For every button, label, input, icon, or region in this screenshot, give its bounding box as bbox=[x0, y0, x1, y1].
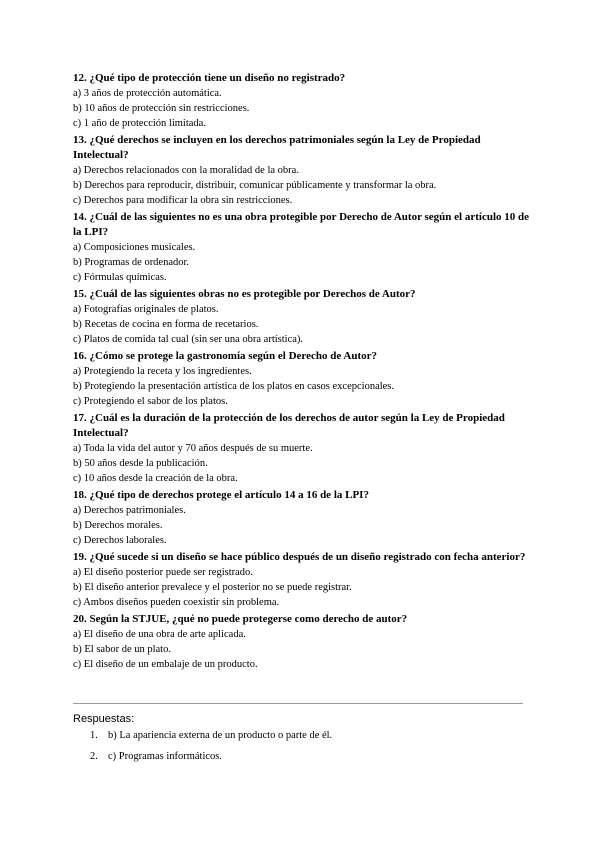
answer-option: a) Derechos patrimoniales. bbox=[73, 505, 186, 516]
separator-line bbox=[73, 703, 523, 704]
question-title: 20. Según la STJUE, ¿qué no puede protegerse como derecho de autor? bbox=[73, 613, 408, 625]
question-block bbox=[73, 411, 533, 486]
answer-option: a) Protegiendo la receta y los ingredientes. bbox=[73, 366, 252, 377]
answer-option: a) Toda la vida del autor y 70 años después de su muerte. bbox=[73, 443, 313, 454]
question-block bbox=[73, 210, 533, 285]
answer-option: a) Fotografías originales de platos. bbox=[73, 304, 219, 315]
answers-list bbox=[90, 728, 332, 770]
answer-option: b) Derechos morales. bbox=[73, 520, 163, 531]
question-block bbox=[73, 612, 533, 672]
answer-option: b) 10 años de protección sin restricciones. bbox=[73, 103, 250, 114]
question-block bbox=[73, 133, 533, 208]
answer-option: b) Derechos para reproducir, distribuir, comunicar públicamente y transformar la obra. bbox=[73, 180, 437, 191]
answer-option: b) 50 años desde la publicación. bbox=[73, 458, 208, 469]
answers-heading: Respuestas: bbox=[73, 713, 135, 725]
question-title: 13. ¿Qué derechos se incluyen en los derechos patrimoniales según la Ley de Propiedad Intelectual? bbox=[73, 134, 481, 161]
answer-option: a) El diseño de una obra de arte aplicada. bbox=[73, 629, 246, 640]
answer-option: c) 1 año de protección limitada. bbox=[73, 118, 206, 129]
question-block bbox=[73, 349, 533, 409]
answer-number: 2. bbox=[90, 751, 98, 762]
question-title: 16. ¿Cómo se protege la gastronomía según el Derecho de Autor? bbox=[73, 350, 377, 362]
answer-option: c) Fórmulas químicas. bbox=[73, 272, 167, 283]
question-block bbox=[73, 71, 533, 131]
answer-option: a) Derechos relacionados con la moralidad de la obra. bbox=[73, 165, 299, 176]
answer-option: b) Programas de ordenador. bbox=[73, 257, 190, 268]
answer-option: c) Ambos diseños pueden coexistir sin problema. bbox=[73, 597, 280, 608]
answer-option: c) Platos de comida tal cual (sin ser una obra artística). bbox=[73, 334, 304, 345]
question-list bbox=[73, 71, 533, 672]
answer-item bbox=[90, 728, 332, 743]
answer-text: b) La apariencia externa de un producto o parte de él. bbox=[108, 730, 333, 741]
answer-option: b) El diseño anterior prevalece y el posterior no se puede registrar. bbox=[73, 582, 352, 593]
question-block bbox=[73, 488, 533, 548]
question-title: 15. ¿Cuál de las siguientes obras no es protegible por Derechos de Autor? bbox=[73, 288, 416, 300]
question-title: 17. ¿Cuál es la duración de la protección de los derechos de autor según la Ley de Propiedad Intelectual? bbox=[73, 412, 505, 439]
answer-option: c) El diseño de un embalaje de un producto. bbox=[73, 659, 258, 670]
answer-option: a) El diseño posterior puede ser registrado. bbox=[73, 567, 253, 578]
answer-number: 1. bbox=[90, 730, 98, 741]
question-title: 12. ¿Qué tipo de protección tiene un diseño no registrado? bbox=[73, 72, 346, 84]
question-title: 14. ¿Cuál de las siguientes no es una obra protegible por Derecho de Autor según el artículo 10 de la LPI? bbox=[73, 211, 530, 238]
answer-option: b) Protegiendo la presentación artística de los platos en casos excepcionales. bbox=[73, 381, 395, 392]
answer-text: c) Programas informáticos. bbox=[108, 751, 223, 762]
answer-option: c) 10 años desde la creación de la obra. bbox=[73, 473, 238, 484]
answer-option: a) Composiciones musicales. bbox=[73, 242, 196, 253]
answer-option: b) El sabor de un plato. bbox=[73, 644, 171, 655]
question-title: 19. ¿Qué sucede si un diseño se hace público después de un diseño registrado con fecha anterior? bbox=[73, 551, 526, 563]
question-block bbox=[73, 287, 533, 347]
question-block bbox=[73, 550, 533, 610]
answer-option: c) Derechos para modificar la obra sin restricciones. bbox=[73, 195, 293, 206]
answer-option: b) Recetas de cocina en forma de recetarios. bbox=[73, 319, 259, 330]
answer-option: c) Protegiendo el sabor de los platos. bbox=[73, 396, 228, 407]
question-title: 18. ¿Qué tipo de derechos protege el artículo 14 a 16 de la LPI? bbox=[73, 489, 369, 501]
answer-item bbox=[90, 749, 332, 764]
answer-option: a) 3 años de protección automática. bbox=[73, 88, 222, 99]
answer-option: c) Derechos laborales. bbox=[73, 535, 167, 546]
